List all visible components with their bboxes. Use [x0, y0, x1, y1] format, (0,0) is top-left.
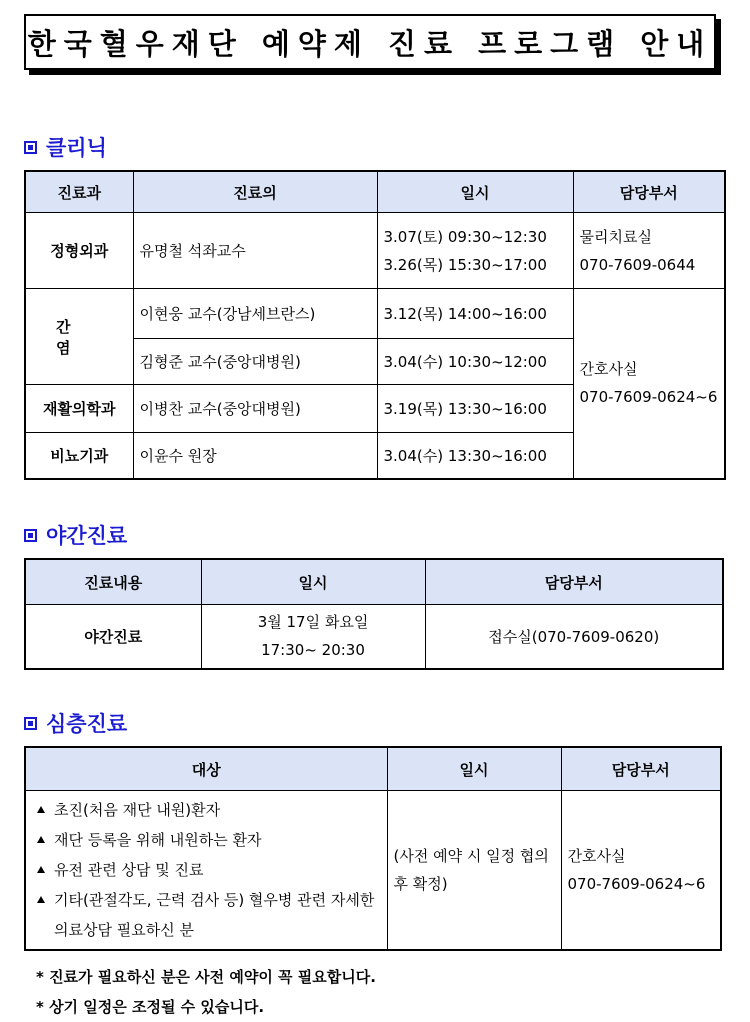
office-phone: 070-7609-0624~6 — [567, 875, 706, 893]
title-box — [24, 14, 716, 70]
date-cell: 3.04(수) 13:30~16:00 — [377, 433, 573, 479]
table-header-row — [25, 747, 721, 791]
date-cell: 3.12(목) 14:00~16:00 — [377, 289, 573, 339]
doctor-cell: 이현웅 교수(강남세브란스) — [133, 289, 377, 339]
dept-cell: 비뇨기과 — [25, 433, 133, 479]
doctor-cell: 유명철 석좌교수 — [133, 213, 377, 289]
clinic-heading: 클리닉 — [46, 136, 107, 160]
office-cell: 접수실(070-7609-0620) — [425, 605, 723, 669]
date-line: 3.07(토) 09:30~12:30 — [383, 227, 547, 246]
table-row — [25, 791, 721, 951]
deep-heading: 심층진료 — [46, 712, 128, 736]
office-cell — [561, 791, 721, 951]
table-header-row — [25, 559, 723, 605]
dept-cell: 정형외과 — [25, 213, 133, 289]
schedule-cell: (사전 예약 시 일정 협의 후 확정) — [387, 791, 561, 951]
doctor-cell: 이윤수 원장 — [133, 433, 377, 479]
square-bullet-icon — [24, 529, 37, 542]
content-cell: 야간진료 — [25, 605, 201, 669]
date-cell — [377, 213, 573, 289]
header-content: 진료내용 — [25, 559, 201, 605]
date-cell: 3.04(수) 10:30~12:00 — [377, 339, 573, 385]
office-phone: 070-7609-0624~6 — [579, 388, 718, 407]
square-bullet-icon — [24, 141, 37, 154]
header-office: 담당부서 — [573, 171, 725, 213]
date-cell — [201, 605, 425, 669]
page-title: 한국혈우재단 예약제 진료 프로그램 안내 — [27, 26, 713, 61]
note-line: * 상기 일정은 조정될 수 있습니다. — [36, 998, 265, 1016]
deep-table — [24, 746, 722, 951]
note-line: * 진료가 필요하신 분은 사전 예약이 꼭 필요합니다. — [36, 968, 376, 986]
header-target: 대상 — [25, 747, 387, 791]
list-item: 재단 등록을 위해 내원하는 환자 — [32, 825, 381, 855]
office-name: 간호사실 — [567, 847, 626, 865]
square-bullet-icon — [24, 717, 37, 730]
header-office: 담당부서 — [561, 747, 721, 791]
target-cell — [25, 791, 387, 951]
date-cell: 3.19(목) 13:30~16:00 — [377, 385, 573, 433]
dept-cell: 간 염 — [25, 289, 133, 385]
deep-section-heading — [24, 708, 127, 738]
clinic-section-heading — [24, 132, 107, 162]
list-item: 기타(관절각도, 근력 검사 등) 혈우병 관련 자세한 의료상담 필요하신 분 — [32, 885, 381, 945]
header-dept: 진료과 — [25, 171, 133, 213]
dept-cell: 재활의학과 — [25, 385, 133, 433]
clinic-table — [24, 170, 726, 480]
table-row — [25, 213, 725, 289]
office-cell — [573, 213, 725, 289]
header-doctor: 진료의 — [133, 171, 377, 213]
date-line: 3월 17일 화요일 — [257, 613, 369, 632]
table-row — [25, 289, 725, 339]
office-phone: 070-7609-0644 — [579, 255, 696, 274]
list-item: 유전 관련 상담 및 진료 — [32, 855, 381, 885]
date-line: 17:30~ 20:30 — [261, 641, 365, 660]
doctor-cell: 김형준 교수(중앙대병원) — [133, 339, 377, 385]
target-list — [32, 795, 381, 945]
doctor-cell: 이병찬 교수(중앙대병원) — [133, 385, 377, 433]
header-date: 일시 — [201, 559, 425, 605]
notes — [36, 962, 376, 1022]
table-row — [25, 605, 723, 669]
table-header-row — [25, 171, 725, 213]
office-name: 물리치료실 — [579, 227, 652, 246]
list-item: 초진(처음 재단 내원)환자 — [32, 795, 381, 825]
night-heading: 야간진료 — [46, 524, 128, 548]
header-date: 일시 — [377, 171, 573, 213]
date-line: 3.26(목) 15:30~17:00 — [383, 255, 547, 274]
office-name: 간호사실 — [579, 360, 638, 379]
header-date: 일시 — [387, 747, 561, 791]
night-table — [24, 558, 724, 670]
office-cell — [573, 289, 725, 479]
header-office: 담당부서 — [425, 559, 723, 605]
night-section-heading — [24, 520, 127, 550]
